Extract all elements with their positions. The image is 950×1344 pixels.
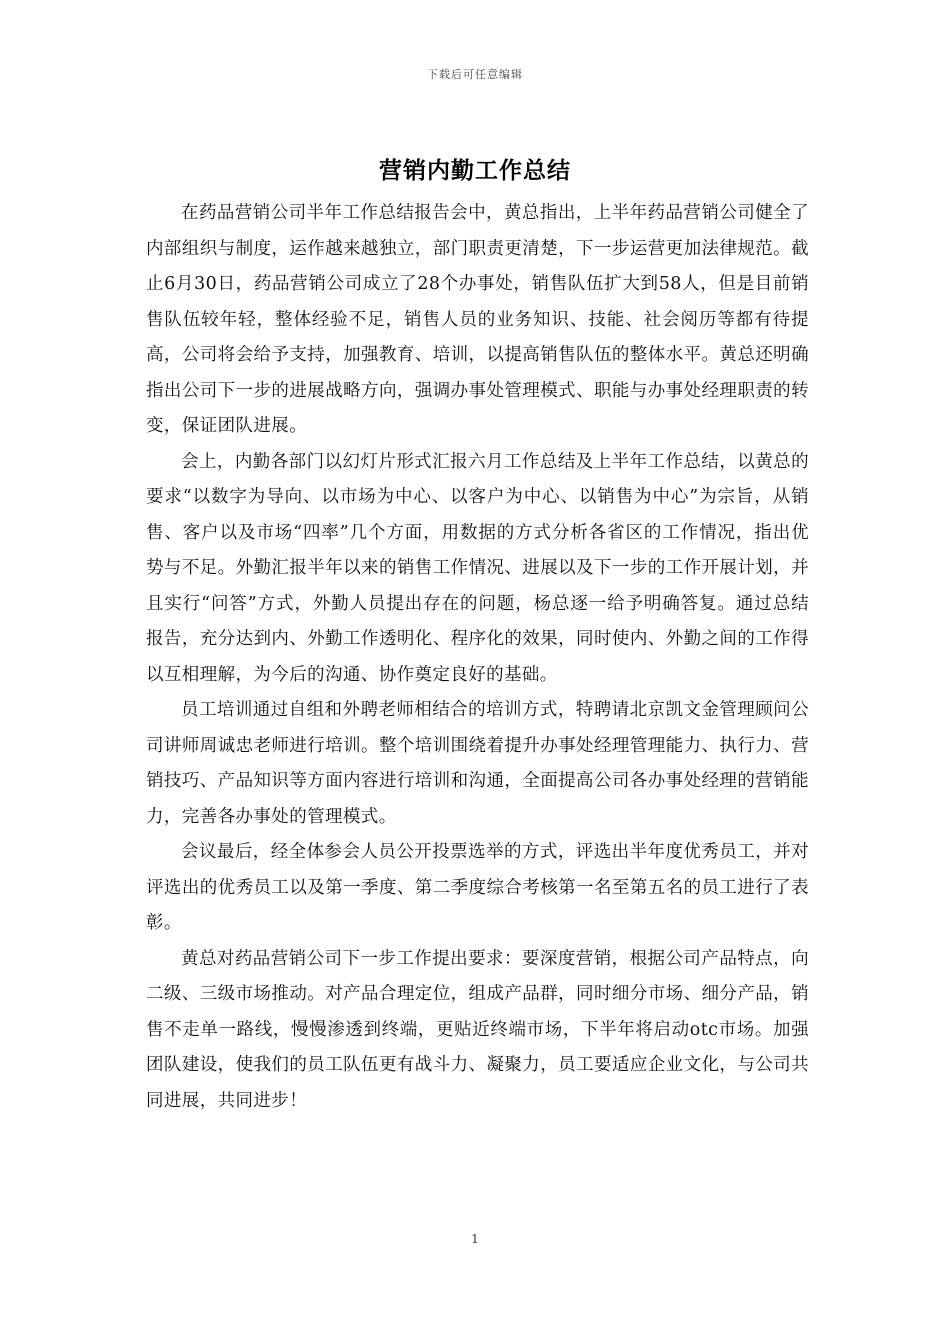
- header-note: 下载后可任意编辑: [427, 68, 523, 81]
- paragraph: 黄总对药品营销公司下一步工作提出要求：要深度营销，根据公司产品特点，向二级、三级市场推动。对产品合理定位，组成产品群，同时细分市场、细分产品，销售不走单一路线，慢慢渗透到终端，更贴近终端市场，下半年将启动otc市场。加强团队建设，使我们的员工队伍更有战斗力、凝聚力，员工要适应企业文化，与公司共同进展，共同进步！: [146, 948, 809, 1111]
- document-title: 营销内勤工作总结: [379, 157, 571, 184]
- document-body: [146, 196, 809, 1119]
- paragraph: 在药品营销公司半年工作总结报告会中，黄总指出，上半年药品营销公司健全了内部组织与制度，运作越来越独立，部门职责更清楚，下一步运营更加法律规范。截止6月30日，药品营销公司成立了28个办事处，销售队伍扩大到58人，但是目前销售队伍较年轻，整体经验不足，销售人员的业务知识、技能、社会阅历等都有待提高，公司将会给予支持，加强教育、培训，以提高销售队伍的整体水平。黄总还明确指出公司下一步的进展战略方向，强调办事处管理模式、职能与办事处经理职责的转变，保证团队进展。: [146, 203, 809, 436]
- paragraph: 员工培训通过自组和外聘老师相结合的培训方式，特聘请北京凯文金管理顾问公司讲师周诚忠老师进行培训。整个培训围绕着提升办事处经理管理能力、执行力、营销技巧、产品知识等方面内容进行培训和沟通，全面提高公司各办事处经理的营销能力，完善各办事处的管理模式。: [146, 700, 809, 827]
- page-number: 1: [471, 1232, 479, 1246]
- paragraph: 会议最后，经全体参会人员公开投票选举的方式，评选出半年度优秀员工，并对评选出的优秀员工以及第一季度、第二季度综合考核第一名至第五名的员工进行了表彰。: [146, 842, 809, 933]
- paragraph: 会上，内勤各部门以幻灯片形式汇报六月工作总结及上半年工作总结，以黄总的要求“以数字为导向、以市场为中心、以客户为中心、以销售为中心”为宗旨，从销售、客户以及市场“四率”几个方面，用数据的方式分析各省区的工作情况，指出优势与不足。外勤汇报半年以来的销售工作情况、进展以及下一步的工作开展计划，并且实行“问答”方式，外勤人员提出存在的问题，杨总逐一给予明确答复。通过总结报告，充分达到内、外勤工作透明化、程序化的效果，同时使内、外勤之间的工作得以互相理解，为今后的沟通、协作奠定良好的基础。: [146, 451, 809, 685]
